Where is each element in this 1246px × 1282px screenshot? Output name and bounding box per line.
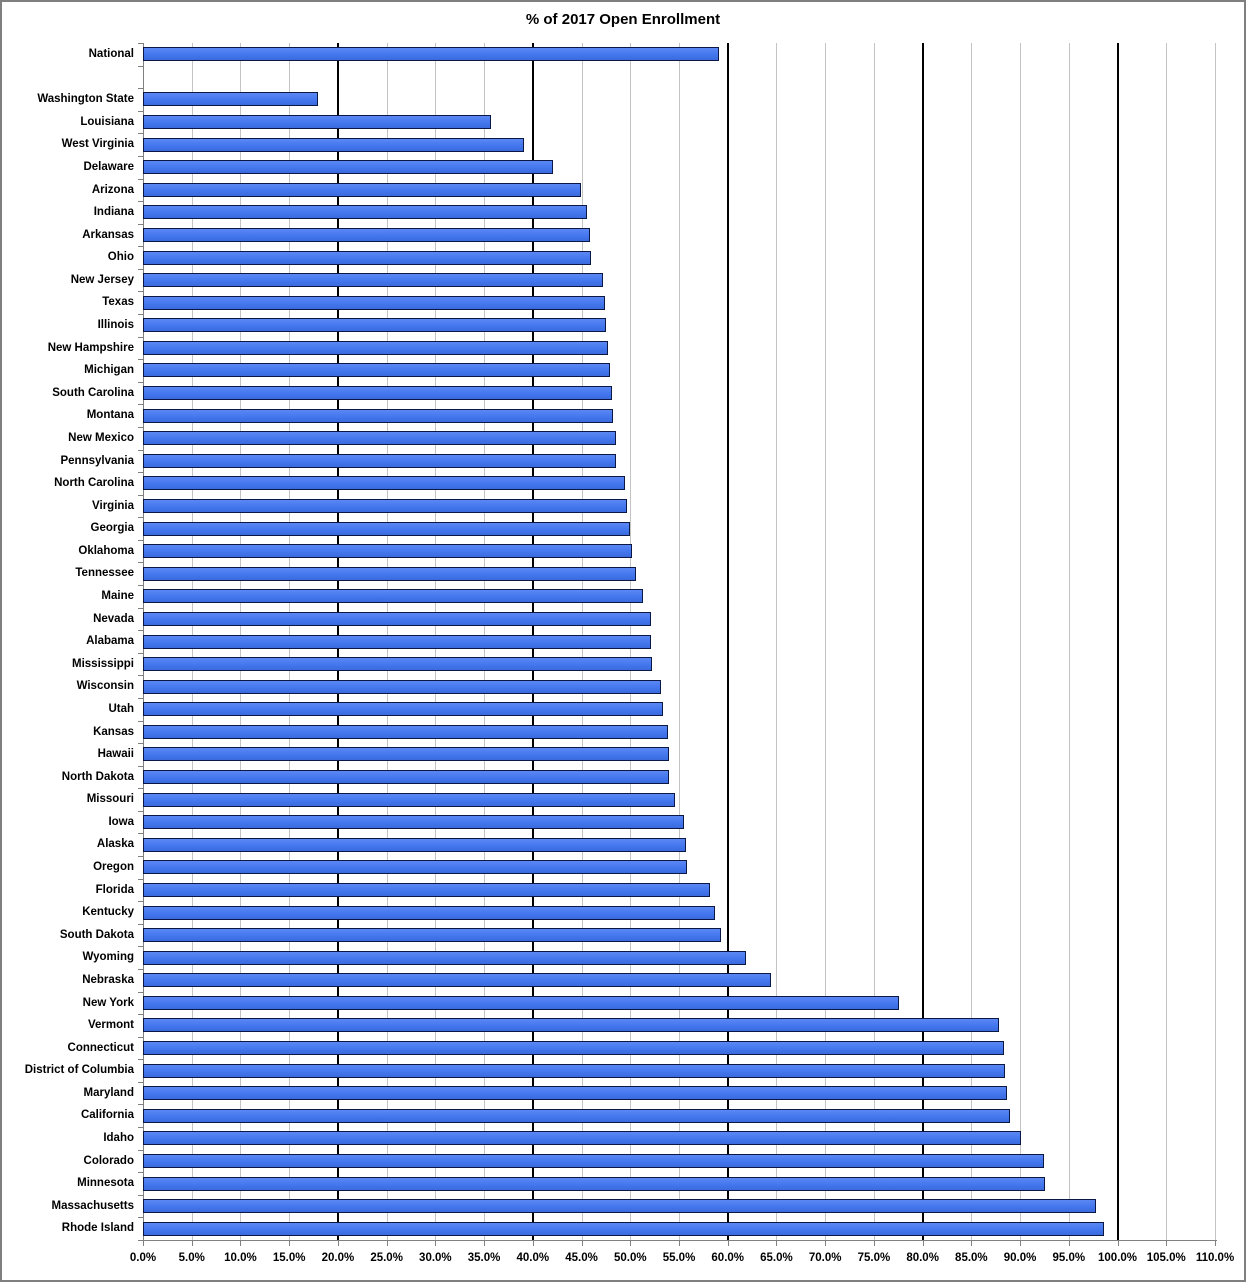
bar bbox=[143, 747, 669, 761]
bar bbox=[143, 1064, 1005, 1078]
category-label: Wisconsin bbox=[76, 680, 134, 693]
x-axis-tick bbox=[484, 1240, 485, 1246]
category-label: Montana bbox=[86, 409, 134, 422]
bar bbox=[143, 815, 684, 829]
category-label: New Mexico bbox=[68, 431, 134, 444]
bar bbox=[143, 996, 899, 1010]
category-label: New Hampshire bbox=[47, 341, 134, 354]
category-label: Colorado bbox=[83, 1154, 134, 1167]
bar bbox=[143, 793, 675, 807]
minor-gridline bbox=[776, 43, 777, 1240]
category-label: Rhode Island bbox=[61, 1222, 134, 1235]
bar bbox=[143, 838, 686, 852]
category-label: California bbox=[80, 1109, 134, 1122]
x-tick-label: 65.0% bbox=[760, 1252, 793, 1264]
bar bbox=[143, 138, 524, 152]
category-label: Alaska bbox=[96, 838, 134, 851]
x-axis-tick bbox=[728, 1240, 729, 1246]
bar bbox=[143, 1222, 1104, 1236]
category-label: Texas bbox=[102, 296, 134, 309]
x-tick-label: 95.0% bbox=[1052, 1252, 1086, 1264]
category-label: Ohio bbox=[107, 251, 134, 264]
bar bbox=[143, 883, 710, 897]
category-label: National bbox=[88, 48, 134, 60]
category-label: Oregon bbox=[93, 861, 134, 874]
x-axis-tick bbox=[387, 1240, 388, 1246]
category-label: Georgia bbox=[90, 522, 134, 535]
x-axis-tick bbox=[825, 1240, 826, 1246]
category-label: Arkansas bbox=[82, 228, 134, 241]
x-tick-label: 25.0% bbox=[370, 1252, 403, 1264]
x-axis-tick bbox=[679, 1240, 680, 1246]
category-label: Maryland bbox=[83, 1086, 134, 1099]
x-axis-tick bbox=[1020, 1240, 1021, 1246]
category-label: Pennsylvania bbox=[60, 454, 134, 467]
x-tick-label: 90.0% bbox=[1003, 1252, 1037, 1264]
chart-title: % of 2017 Open Enrollment bbox=[525, 11, 721, 28]
x-tick-label: 5.0% bbox=[178, 1252, 205, 1264]
category-label: Mississippi bbox=[72, 657, 134, 670]
x-tick-label: 30.0% bbox=[419, 1252, 452, 1264]
x-tick-label: 105.0% bbox=[1146, 1252, 1186, 1264]
category-label: Nevada bbox=[93, 612, 134, 625]
category-label: Missouri bbox=[86, 793, 134, 806]
category-label: Hawaii bbox=[97, 748, 134, 761]
x-tick-label: 80.0% bbox=[906, 1252, 939, 1264]
plot-area bbox=[143, 43, 1215, 1240]
x-axis-tick bbox=[338, 1240, 339, 1246]
category-label: Illinois bbox=[97, 319, 134, 332]
x-axis-tick bbox=[874, 1240, 875, 1246]
category-label: Massachusetts bbox=[51, 1199, 134, 1212]
bar bbox=[143, 409, 613, 423]
category-label: Delaware bbox=[83, 160, 134, 173]
x-axis-tick bbox=[776, 1240, 777, 1246]
bar bbox=[143, 860, 687, 874]
x-tick-label: 15.0% bbox=[272, 1252, 306, 1264]
y-axis-tick bbox=[138, 1240, 143, 1241]
x-axis-tick bbox=[240, 1240, 241, 1246]
bar bbox=[143, 251, 591, 265]
x-tick-label: 45.0% bbox=[565, 1252, 598, 1264]
x-tick-label: 50.0% bbox=[613, 1252, 647, 1264]
bar bbox=[143, 1041, 1004, 1055]
category-label: Tennessee bbox=[75, 567, 134, 580]
x-axis-tick bbox=[1215, 1240, 1216, 1246]
category-label: Maine bbox=[101, 590, 134, 603]
category-label: Washington State bbox=[37, 93, 134, 106]
y-axis-tick bbox=[138, 66, 143, 67]
category-label: Arizona bbox=[91, 183, 134, 196]
category-label: Michigan bbox=[84, 364, 134, 377]
minor-gridline bbox=[679, 43, 680, 1240]
category-label: Idaho bbox=[103, 1132, 134, 1145]
x-axis-line bbox=[139, 1240, 1217, 1241]
bar bbox=[143, 454, 616, 468]
bar bbox=[143, 928, 721, 942]
bar bbox=[143, 296, 605, 310]
bar bbox=[143, 725, 668, 739]
bar bbox=[143, 544, 632, 558]
bar bbox=[143, 612, 651, 626]
category-label: North Dakota bbox=[61, 770, 134, 783]
x-axis-tick bbox=[289, 1240, 290, 1246]
bar bbox=[143, 1154, 1044, 1168]
category-label: West Virginia bbox=[61, 138, 134, 151]
x-tick-label: 0.0% bbox=[129, 1252, 157, 1264]
bar bbox=[143, 1131, 1021, 1145]
category-label: Iowa bbox=[108, 815, 134, 828]
x-axis-tick bbox=[143, 1240, 144, 1246]
major-gridline bbox=[727, 43, 729, 1240]
minor-gridline bbox=[825, 43, 826, 1240]
category-label: New York bbox=[82, 996, 134, 1009]
bar bbox=[143, 318, 606, 332]
bar bbox=[143, 770, 669, 784]
x-axis-tick bbox=[435, 1240, 436, 1246]
x-axis-tick bbox=[533, 1240, 534, 1246]
category-label: District of Columbia bbox=[24, 1064, 134, 1077]
x-axis-tick bbox=[1118, 1240, 1119, 1246]
category-label: Florida bbox=[95, 883, 134, 896]
x-tick-label: 70.0% bbox=[808, 1252, 842, 1264]
x-tick-label: 75.0% bbox=[857, 1252, 891, 1264]
minor-gridline bbox=[1020, 43, 1021, 1240]
x-tick-label: 10.0% bbox=[224, 1252, 257, 1264]
major-gridline bbox=[922, 43, 924, 1240]
x-axis-tick bbox=[1166, 1240, 1167, 1246]
x-tick-label: 110.0% bbox=[1195, 1252, 1235, 1264]
x-axis-tick bbox=[1069, 1240, 1070, 1246]
bar bbox=[143, 363, 610, 377]
category-label: Virginia bbox=[92, 499, 134, 512]
bar bbox=[143, 1018, 999, 1032]
category-label: South Carolina bbox=[52, 386, 134, 399]
category-label: Connecticut bbox=[67, 1041, 134, 1054]
bar bbox=[143, 635, 651, 649]
x-axis-tick bbox=[923, 1240, 924, 1246]
bar bbox=[143, 476, 625, 490]
x-tick-label: 35.0% bbox=[467, 1252, 501, 1264]
category-label: South Dakota bbox=[59, 928, 134, 941]
x-tick-label: 85.0% bbox=[955, 1252, 988, 1264]
bar bbox=[143, 160, 553, 174]
x-axis-tick bbox=[630, 1240, 631, 1246]
category-label: Louisiana bbox=[80, 115, 134, 128]
category-label: Minnesota bbox=[77, 1177, 134, 1190]
bar bbox=[143, 431, 616, 445]
bar bbox=[143, 1109, 1010, 1123]
category-label: Kansas bbox=[93, 725, 134, 738]
bar bbox=[143, 273, 603, 287]
category-label: Vermont bbox=[87, 1019, 134, 1032]
bar bbox=[143, 228, 590, 242]
bar bbox=[143, 951, 746, 965]
bar bbox=[143, 1086, 1007, 1100]
category-label: Indiana bbox=[93, 206, 134, 219]
x-tick-label: 20.0% bbox=[321, 1252, 355, 1264]
bar bbox=[143, 386, 612, 400]
bar bbox=[143, 567, 636, 581]
category-label: Alabama bbox=[86, 635, 134, 648]
x-tick-label: 40.0% bbox=[516, 1252, 550, 1264]
x-tick-label: 60.0% bbox=[711, 1252, 745, 1264]
minor-gridline bbox=[1069, 43, 1070, 1240]
bar bbox=[143, 1177, 1045, 1191]
bar bbox=[143, 522, 630, 536]
bar bbox=[143, 589, 643, 603]
bar bbox=[143, 906, 715, 920]
x-tick-label: 100.0% bbox=[1098, 1252, 1138, 1264]
category-label: Nebraska bbox=[82, 973, 134, 986]
x-axis-tick bbox=[582, 1240, 583, 1246]
category-label: Wyoming bbox=[82, 951, 134, 964]
minor-gridline bbox=[1215, 43, 1216, 1240]
minor-gridline bbox=[971, 43, 972, 1240]
major-gridline bbox=[1117, 43, 1119, 1240]
bar bbox=[143, 657, 652, 671]
bar bbox=[143, 341, 608, 355]
x-axis-tick bbox=[192, 1240, 193, 1246]
bar bbox=[143, 499, 627, 513]
bar bbox=[143, 183, 581, 197]
bar bbox=[143, 115, 491, 129]
bar bbox=[143, 47, 719, 61]
category-label: Kentucky bbox=[82, 906, 134, 919]
x-tick-label: 55.0% bbox=[662, 1252, 696, 1264]
category-label: Oklahoma bbox=[78, 544, 134, 557]
category-label: New Jersey bbox=[70, 273, 134, 286]
bar bbox=[143, 680, 661, 694]
bar bbox=[143, 1199, 1096, 1213]
bar bbox=[143, 92, 318, 106]
bar bbox=[143, 973, 771, 987]
bar bbox=[143, 205, 587, 219]
minor-gridline bbox=[874, 43, 875, 1240]
category-label: North Carolina bbox=[54, 477, 134, 490]
bar bbox=[143, 702, 663, 716]
x-axis-tick bbox=[971, 1240, 972, 1246]
minor-gridline bbox=[1166, 43, 1167, 1240]
category-label: Utah bbox=[108, 702, 134, 715]
